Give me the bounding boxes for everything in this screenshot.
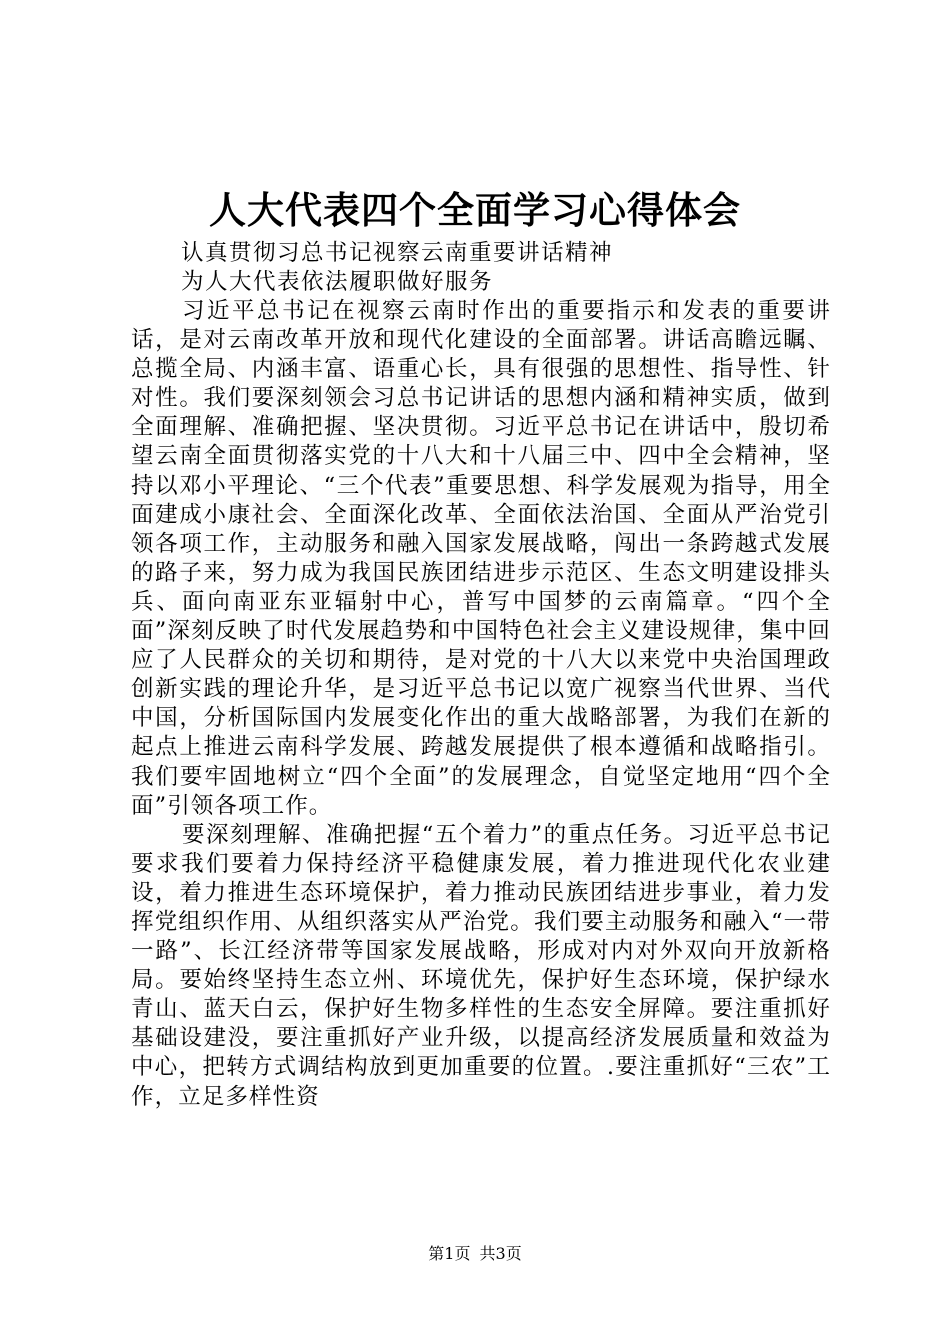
document-body (131, 297, 831, 1112)
document-title: 人大代表四个全面学习心得体会 (209, 188, 741, 232)
subtitle-line-2: 为人大代表依法履职做好服务 (181, 269, 494, 295)
page-number: 第1页 (428, 1244, 471, 1263)
subtitle-line-1: 认真贯彻习总书记视察云南重要讲话精神 (181, 240, 614, 266)
page-footer (0, 1242, 950, 1266)
body-paragraph-2: 要深刻理解、准确把握“五个着力”的重点任务。习近平总书记要求我们要着力保持经济平稳健康发展，着力推进现代化农业建设，着力推进生态环境保护，着力推动民族团结进步事业，着力发挥党组织作用、从组织落实从严治党。我们要主动服务和融入“一带一路”、长江经济带等国家发展战略，形成对内对外双向开放新格局。要始终坚持生态立州、环境优先，保护好生态环境，保护绿水青山、蓝天白云，保护好生物多样性的生态安全屏障。要注重抓好基础设建没，要注重抓好产业升级，以提高经济发展质量和效益为中心，把转方式调结构放到更加重要的位置。.要注重抓好“三农”工作，立足多样性资 (131, 821, 831, 1110)
body-paragraph-1: 习近平总书记在视察云南时作出的重要指示和发表的重要讲话，是对云南改革开放和现代化建设的全面部署。讲话高瞻远瞩、总揽全局、内涵丰富、语重心长，具有很强的思想性、指导性、针对性。我们要深刻领会习总书记讲话的思想内涵和精神实质，做到全面理解、准确把握、坚决贯彻。习近平总书记在讲话中，殷切希望云南全面贯彻落实党的十八大和十八届三中、四中全会精神，坚持以邓小平理论、“三个代表”重要思想、科学发展观为指导，用全面建成小康社会、全面深化改革、全面依法治国、全面从严治党引领各项工作，主动服务和融入国家发展战略，闯出一条跨越式发展的路子来，努力成为我国民族团结进步示范区、生态文明建设排头兵、面向南亚东亚辐射中心，普写中国梦的云南篇章。“四个全面”深刻反映了时代发展趋势和中国特色社会主义建设规律，集中回应了人民群众的关切和期待，是对党的十八大以来党中央治国理政创新实践的理论升华，是习近平总书记以宽广视察当代世界、当代中国，分析国际国内发展变化作出的重大战略部署，为我们在新的起点上推进云南科学发展、跨越发展提供了根本遵循和战略指引。我们要牢固地树立“四个全面”的发展理念，自觉坚定地用“四个全面”引领各项工作。 (131, 298, 831, 819)
page-total: 共3页 (479, 1244, 522, 1263)
